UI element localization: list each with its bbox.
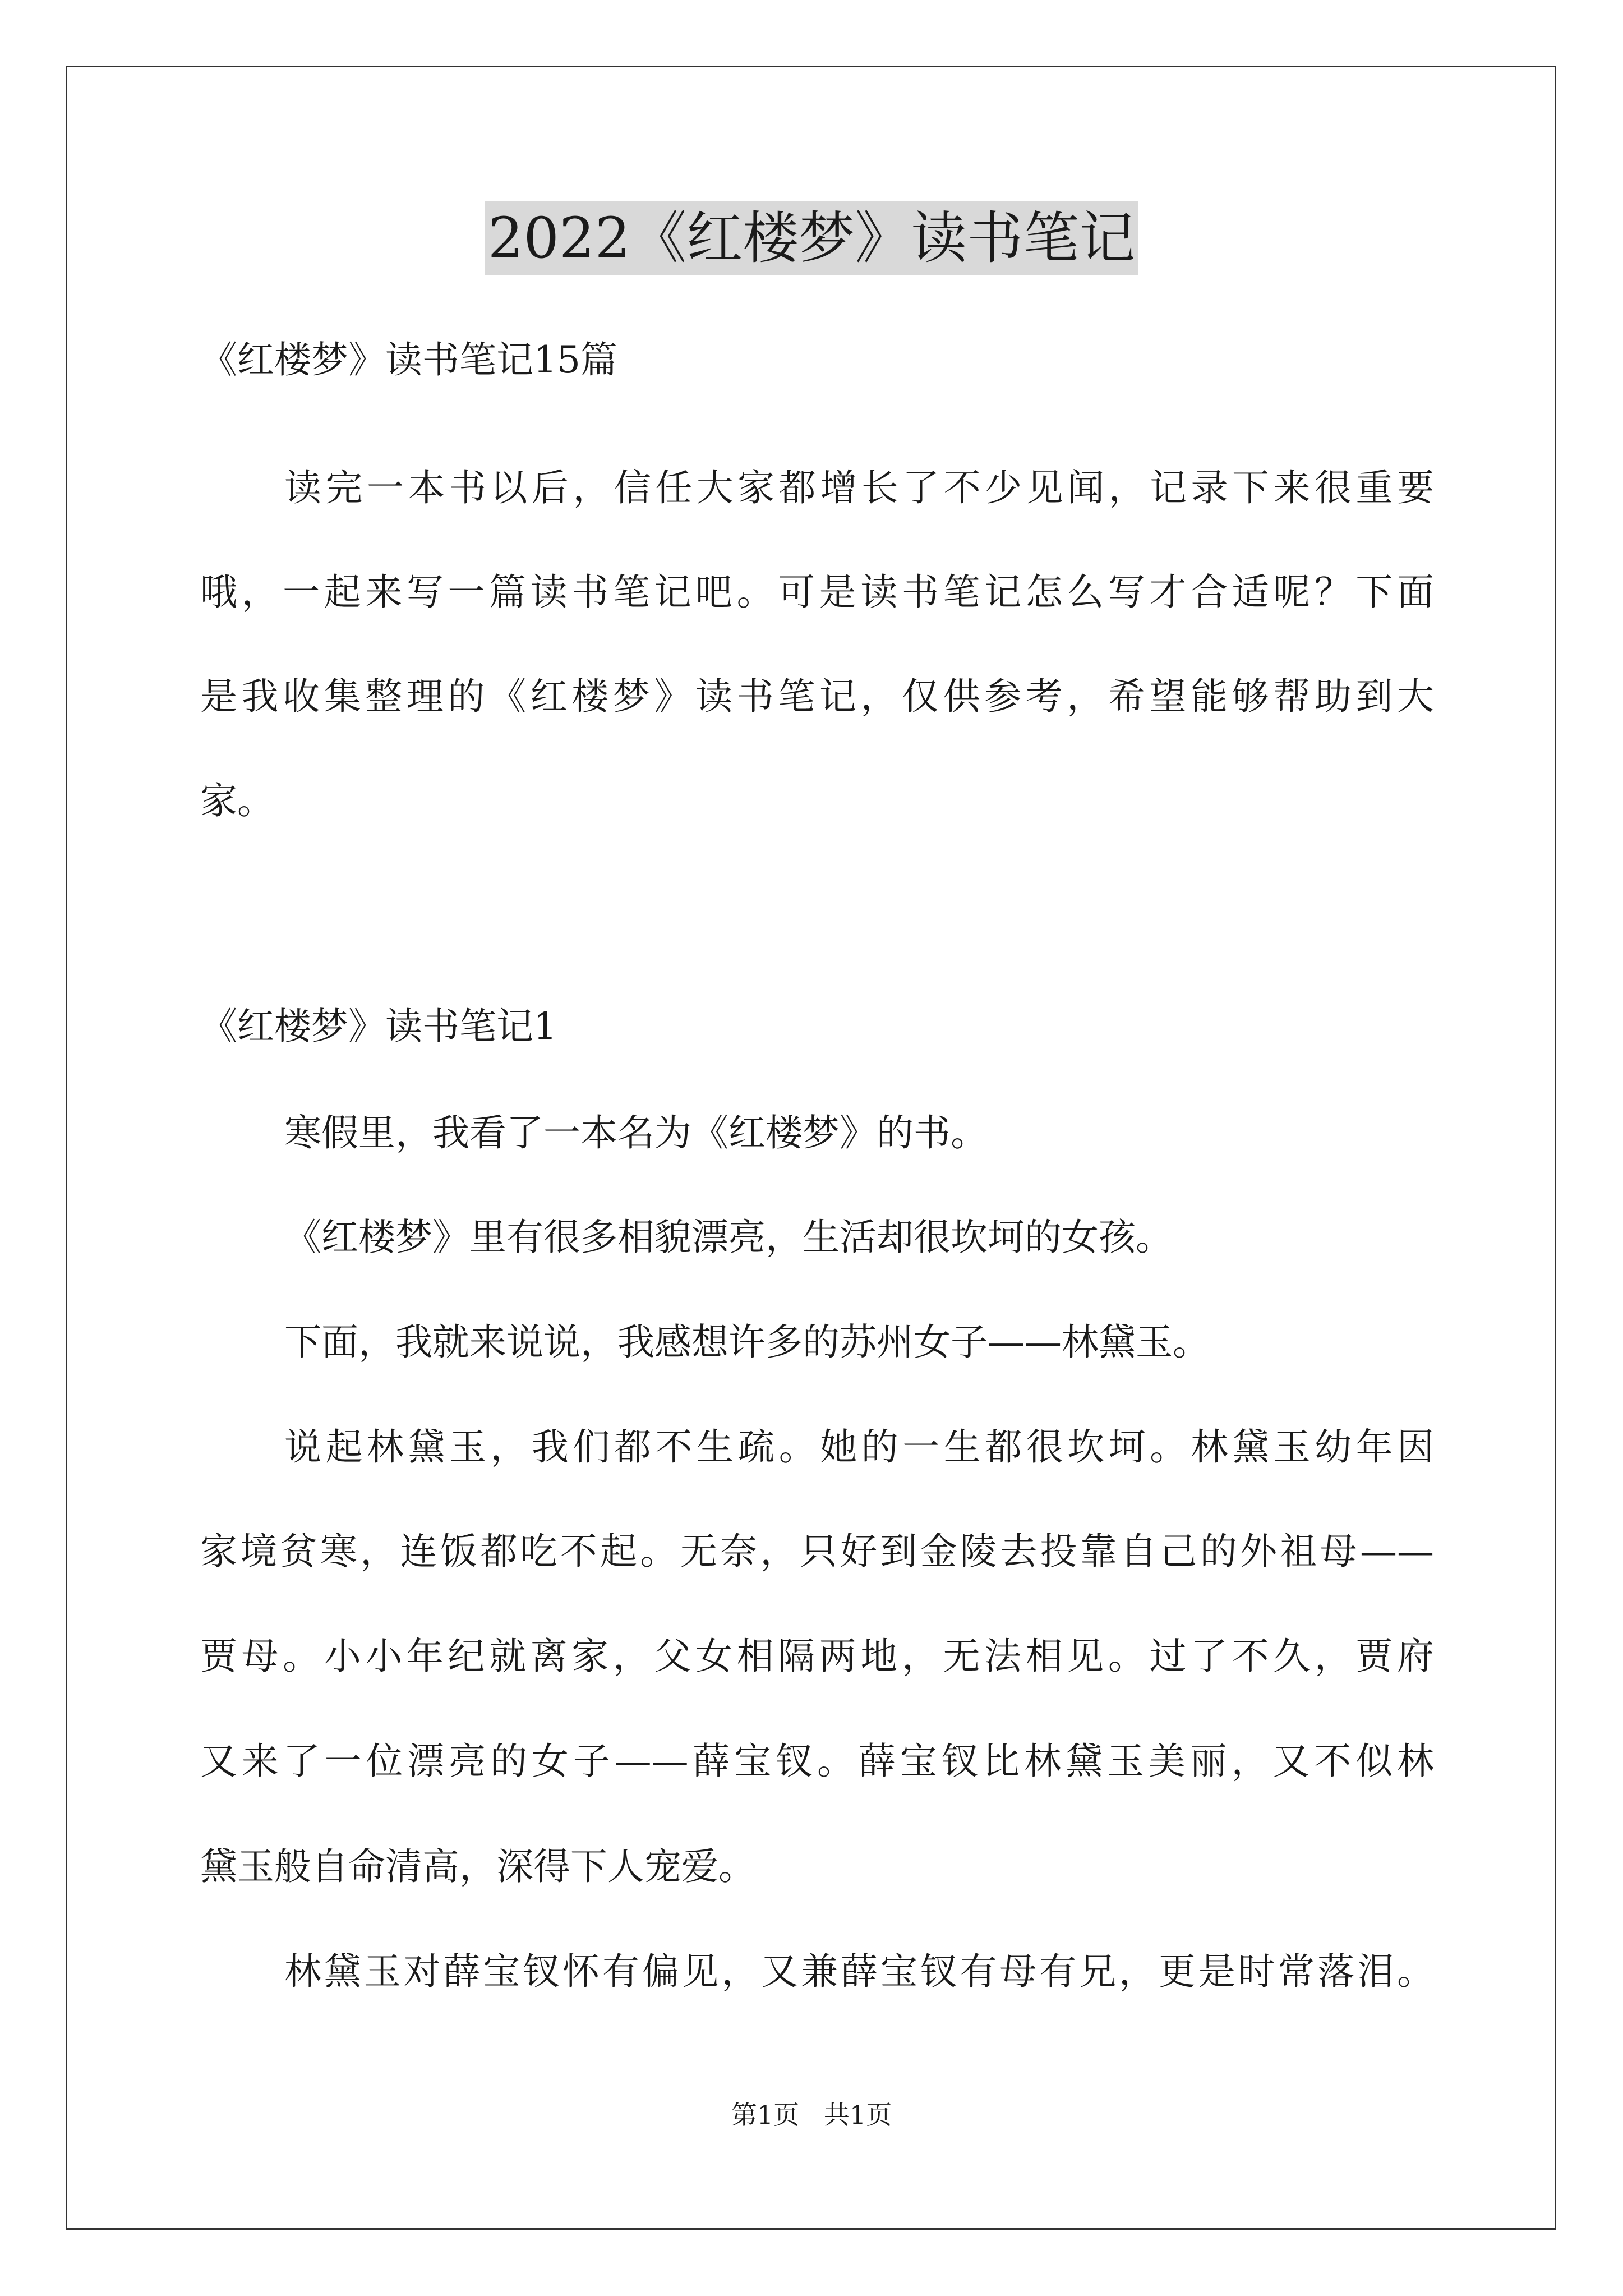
body-line-9: 林黛玉对薛宝钗怀有偏见，又兼薛宝钗有母有兄，更是时常落泪。 xyxy=(284,1950,1434,1993)
intro-line-1: 读完一本书以后，信任大家都增长了不少见闻，记录下来很重要 xyxy=(284,466,1434,509)
body-line-2: 《红楼梦》里有很多相貌漂亮，生活却很坎坷的女孩。 xyxy=(284,1216,1173,1259)
body-line-7: 又来了一位漂亮的女子——薛宝钗。薛宝钗比林黛玉美丽，又不似林 xyxy=(200,1740,1434,1783)
body-line-8: 黛玉般自命清高，深得下人宠爱。 xyxy=(200,1845,755,1888)
section-heading: 《红楼梦》读书笔记1 xyxy=(200,1005,557,1048)
body-line-5: 家境贫寒，连饭都吃不起。无奈，只好到金陵去投靠自己的外祖母—— xyxy=(200,1530,1434,1573)
body-line-3: 下面，我就来说说，我感想许多的苏州女子——林黛玉。 xyxy=(284,1320,1210,1364)
body-line-4: 说起林黛玉，我们都不生疏。她的一生都很坎坷。林黛玉幼年因 xyxy=(284,1425,1434,1469)
document-title: 2022《红楼梦》读书笔记 xyxy=(0,202,1623,275)
intro-line-2: 哦，一起来写一篇读书笔记吧。可是读书笔记怎么写才合适呢？下面 xyxy=(200,570,1434,614)
intro-line-3: 是我收集整理的《红楼梦》读书笔记，仅供参考，希望能够帮助到大 xyxy=(200,675,1434,718)
body-line-1: 寒假里，我看了一本名为《红楼梦》的书。 xyxy=(284,1111,988,1154)
subtitle: 《红楼梦》读书笔记15篇 xyxy=(200,338,617,381)
page-footer: 第1页 共1页 xyxy=(731,2100,892,2130)
intro-line-4: 家。 xyxy=(200,779,274,822)
body-line-6: 贾母。小小年纪就离家，父女相隔两地，无法相见。过了不久，贾府 xyxy=(200,1635,1434,1678)
